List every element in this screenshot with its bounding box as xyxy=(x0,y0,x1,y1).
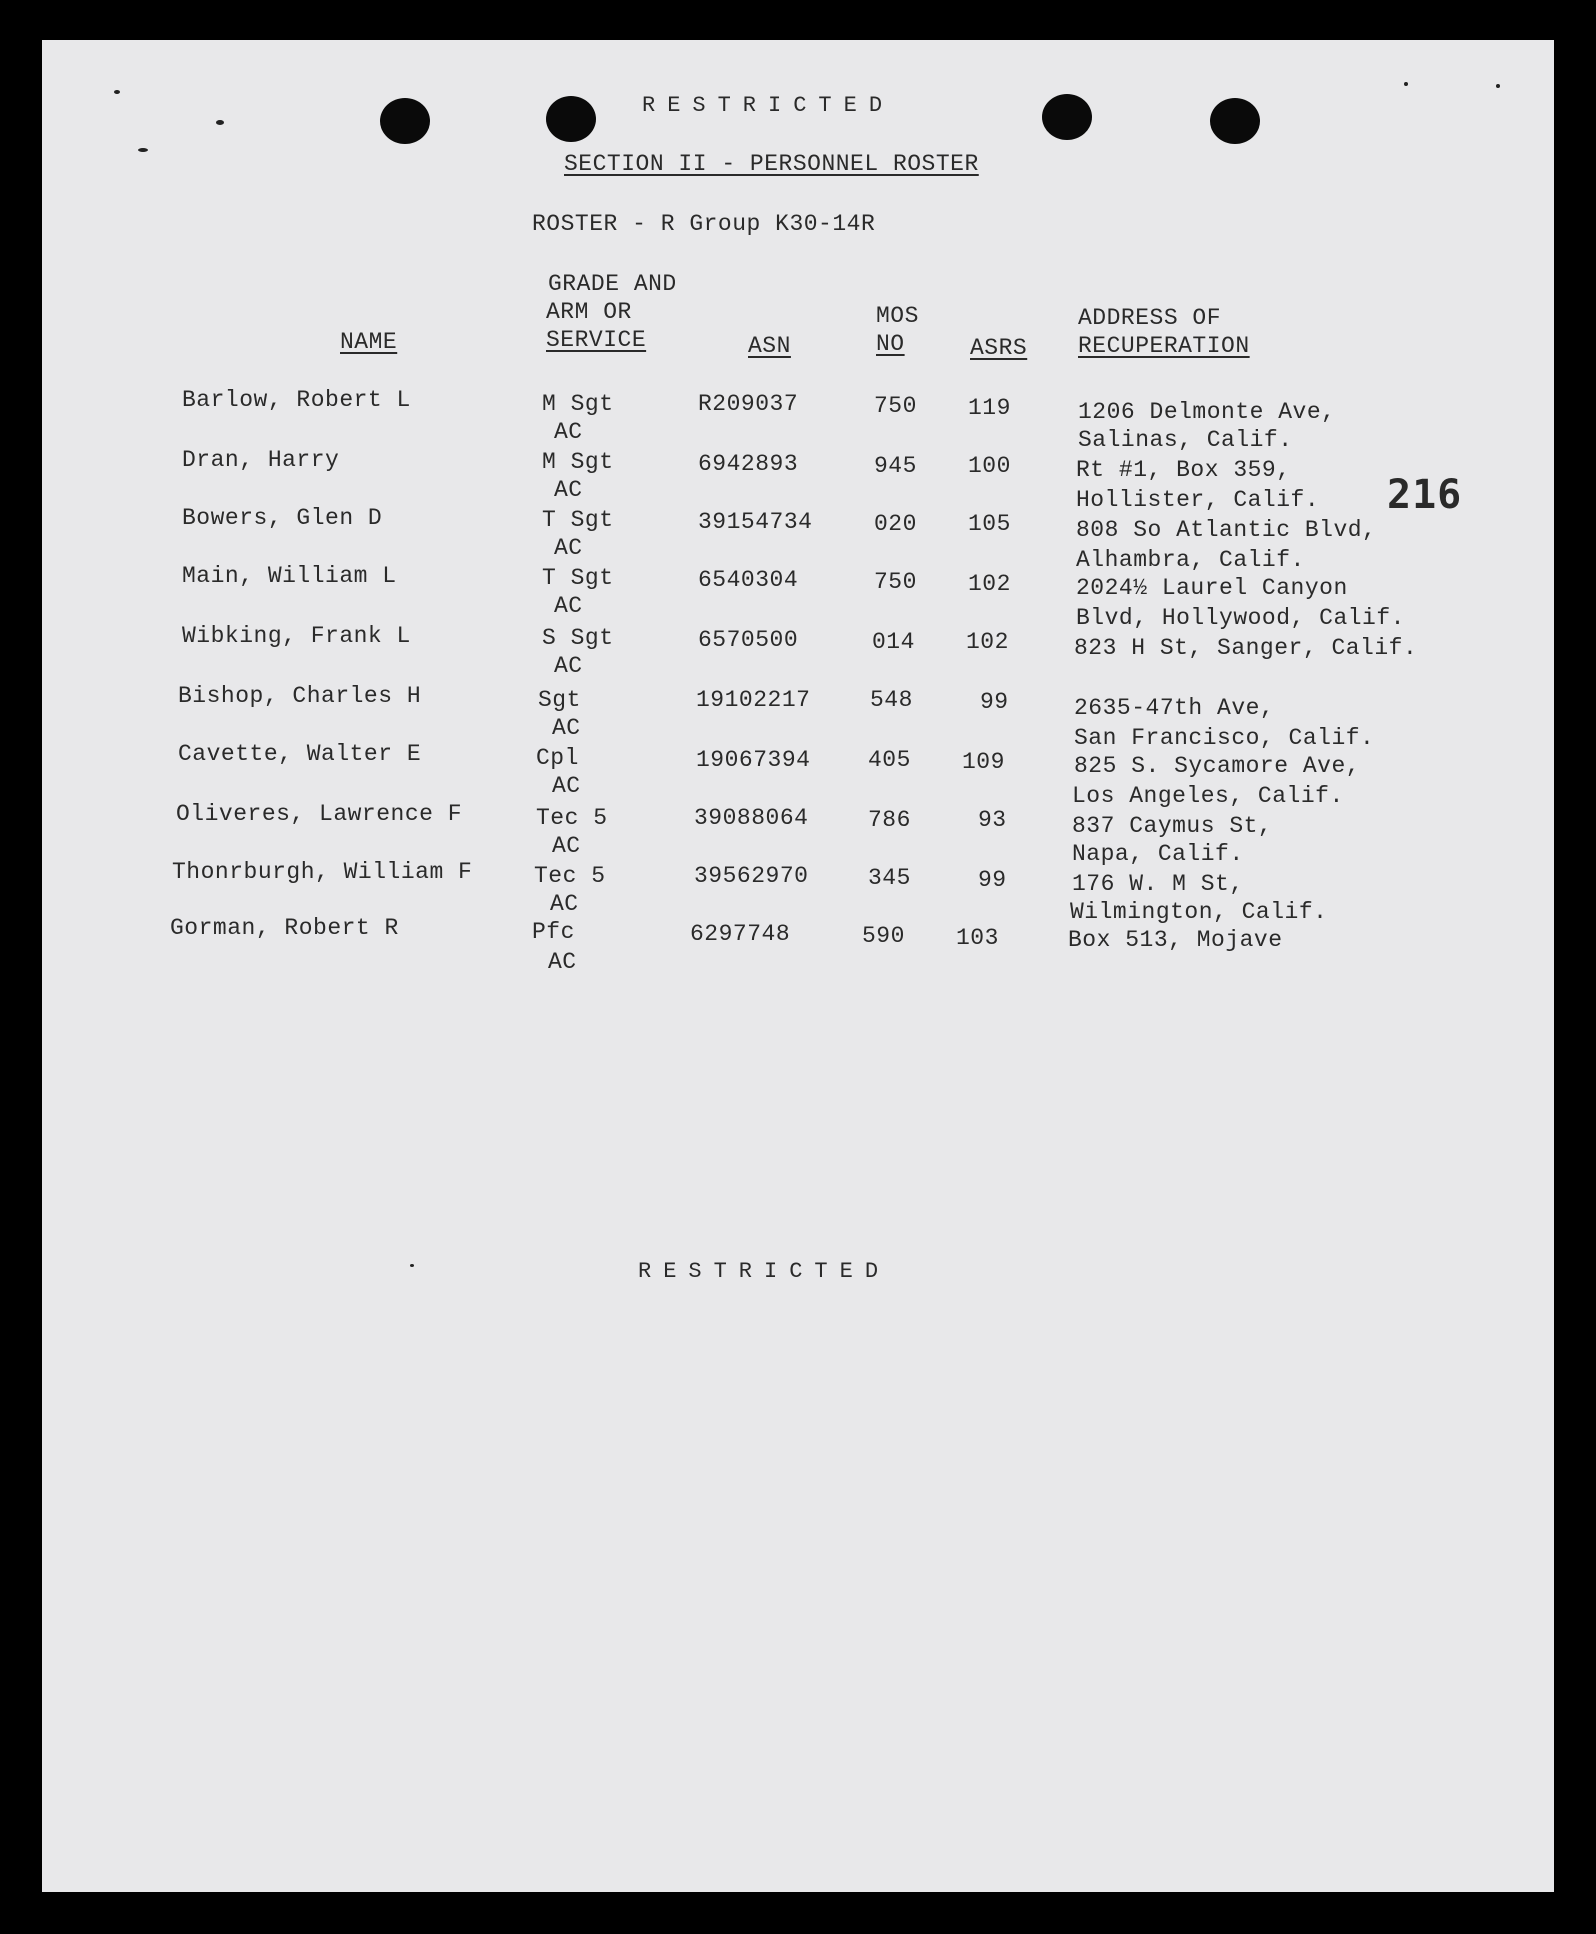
roster-grade: M Sgt xyxy=(542,391,614,417)
address-line: Blvd, Hollywood, Calif. xyxy=(1076,605,1405,631)
speck xyxy=(138,148,148,152)
roster-asn: 6570500 xyxy=(698,627,799,653)
roster-grade: Cpl xyxy=(536,745,579,771)
address-line: Rt #1, Box 359, xyxy=(1076,457,1291,483)
roster-grade: Tec 5 xyxy=(534,863,606,889)
roster-asn: 39154734 xyxy=(698,509,813,535)
roster-mos: 014 xyxy=(872,629,915,655)
roster-arm: AC xyxy=(552,773,581,799)
column-header-asrs: ASRS xyxy=(970,335,1028,361)
roster-arm: AC xyxy=(550,891,579,917)
roster-mos: 945 xyxy=(874,453,917,479)
address-line: Salinas, Calif. xyxy=(1078,427,1293,453)
column-header-name: NAME xyxy=(340,329,398,355)
roster-mos: 750 xyxy=(874,393,917,419)
speck xyxy=(1404,82,1408,86)
speck xyxy=(114,90,120,94)
roster-mos: 548 xyxy=(870,687,913,713)
address-line: 2635-47th Ave, xyxy=(1074,695,1275,721)
roster-grade: S Sgt xyxy=(542,625,614,651)
address-line: San Francisco, Calif. xyxy=(1074,725,1375,751)
roster-arm: AC xyxy=(554,653,583,679)
punch-hole xyxy=(1042,94,1092,140)
speck xyxy=(1496,84,1500,88)
column-header-address-line1: ADDRESS OF xyxy=(1078,305,1222,331)
roster-asrs: 99 xyxy=(980,689,1009,715)
roster-asrs: 109 xyxy=(962,749,1005,775)
roster-asn: 39562970 xyxy=(694,863,809,889)
speck xyxy=(216,120,224,125)
column-header-grade-line2: ARM OR xyxy=(546,299,632,325)
roster-grade: Pfc xyxy=(532,919,575,945)
roster-asrs: 99 xyxy=(978,867,1007,893)
roster-asn: R209037 xyxy=(698,391,799,417)
roster-arm: AC xyxy=(554,593,583,619)
roster-mos: 020 xyxy=(874,511,917,537)
roster-grade: Sgt xyxy=(538,687,581,713)
roster-name: Bowers, Glen D xyxy=(182,505,383,531)
roster-asn: 19067394 xyxy=(696,747,811,773)
bottom-restricted-marking: RESTRICTED xyxy=(638,1259,891,1284)
roster-asn: 19102217 xyxy=(696,687,811,713)
column-header-mos-line1: MOS xyxy=(876,303,919,329)
roster-name: Bishop, Charles H xyxy=(178,683,422,709)
roster-name: Cavette, Walter E xyxy=(178,741,422,767)
roster-asn: 6297748 xyxy=(690,921,791,947)
roster-arm: AC xyxy=(552,715,581,741)
address-line: 837 Caymus St, xyxy=(1072,813,1273,839)
top-restricted-marking: RESTRICTED xyxy=(642,93,895,118)
roster-asrs: 93 xyxy=(978,807,1007,833)
roster-asn: 6540304 xyxy=(698,567,799,593)
roster-grade: T Sgt xyxy=(542,565,614,591)
document-page xyxy=(42,40,1554,1892)
roster-mos: 590 xyxy=(862,923,905,949)
roster-name: Dran, Harry xyxy=(182,447,340,473)
punch-hole xyxy=(380,98,430,144)
address-line: 825 S. Sycamore Ave, xyxy=(1074,753,1361,779)
roster-arm: AC xyxy=(552,833,581,859)
roster-arm: AC xyxy=(554,477,583,503)
roster-asrs: 100 xyxy=(968,453,1011,479)
roster-asrs: 105 xyxy=(968,511,1011,537)
roster-asn: 39088064 xyxy=(694,805,809,831)
roster-mos: 405 xyxy=(868,747,911,773)
column-header-mos-line2: NO xyxy=(876,331,905,357)
speck xyxy=(410,1264,414,1267)
roster-name: Thonrburgh, William F xyxy=(172,859,473,885)
roster-arm: AC xyxy=(548,949,577,975)
roster-asrs: 119 xyxy=(968,395,1011,421)
punch-hole xyxy=(546,96,596,142)
roster-mos: 786 xyxy=(868,807,911,833)
roster-grade: M Sgt xyxy=(542,449,614,475)
column-header-address-line2: RECUPERATION xyxy=(1078,333,1250,359)
roster-arm: AC xyxy=(554,535,583,561)
address-line: 176 W. M St, xyxy=(1072,871,1244,897)
section-title: SECTION II - PERSONNEL ROSTER xyxy=(564,151,979,177)
roster-asrs: 103 xyxy=(956,925,999,951)
roster-asn: 6942893 xyxy=(698,451,799,477)
address-line: 823 H St, Sanger, Calif. xyxy=(1074,635,1418,661)
roster-asrs: 102 xyxy=(966,629,1009,655)
roster-mos: 750 xyxy=(874,569,917,595)
column-header-grade-line1: GRADE AND xyxy=(548,271,677,297)
roster-mos: 345 xyxy=(868,865,911,891)
roster-title: ROSTER - R Group K30-14R xyxy=(532,211,876,237)
roster-asrs: 102 xyxy=(968,571,1011,597)
punch-hole xyxy=(1210,98,1260,144)
roster-name: Gorman, Robert R xyxy=(170,915,399,941)
address-line: 2024½ Laurel Canyon xyxy=(1076,575,1348,601)
roster-name: Wibking, Frank L xyxy=(182,623,411,649)
roster-grade: T Sgt xyxy=(542,507,614,533)
address-line: 1206 Delmonte Ave, xyxy=(1078,399,1336,425)
column-header-asn: ASN xyxy=(748,333,791,359)
roster-grade: Tec 5 xyxy=(536,805,608,831)
address-line: Alhambra, Calif. xyxy=(1076,547,1305,573)
address-line: Hollister, Calif. xyxy=(1076,487,1320,513)
page-number: 216 xyxy=(1387,472,1463,518)
address-line: Box 513, Mojave xyxy=(1068,927,1283,953)
address-line: 808 So Atlantic Blvd, xyxy=(1076,517,1377,543)
address-line: Napa, Calif. xyxy=(1072,841,1244,867)
roster-name: Barlow, Robert L xyxy=(182,387,411,413)
column-header-grade-line3: SERVICE xyxy=(546,327,647,353)
roster-arm: AC xyxy=(554,419,583,445)
roster-name: Oliveres, Lawrence F xyxy=(176,801,463,827)
roster-name: Main, William L xyxy=(182,563,397,589)
address-line: Wilmington, Calif. xyxy=(1070,899,1328,925)
address-line: Los Angeles, Calif. xyxy=(1072,783,1344,809)
